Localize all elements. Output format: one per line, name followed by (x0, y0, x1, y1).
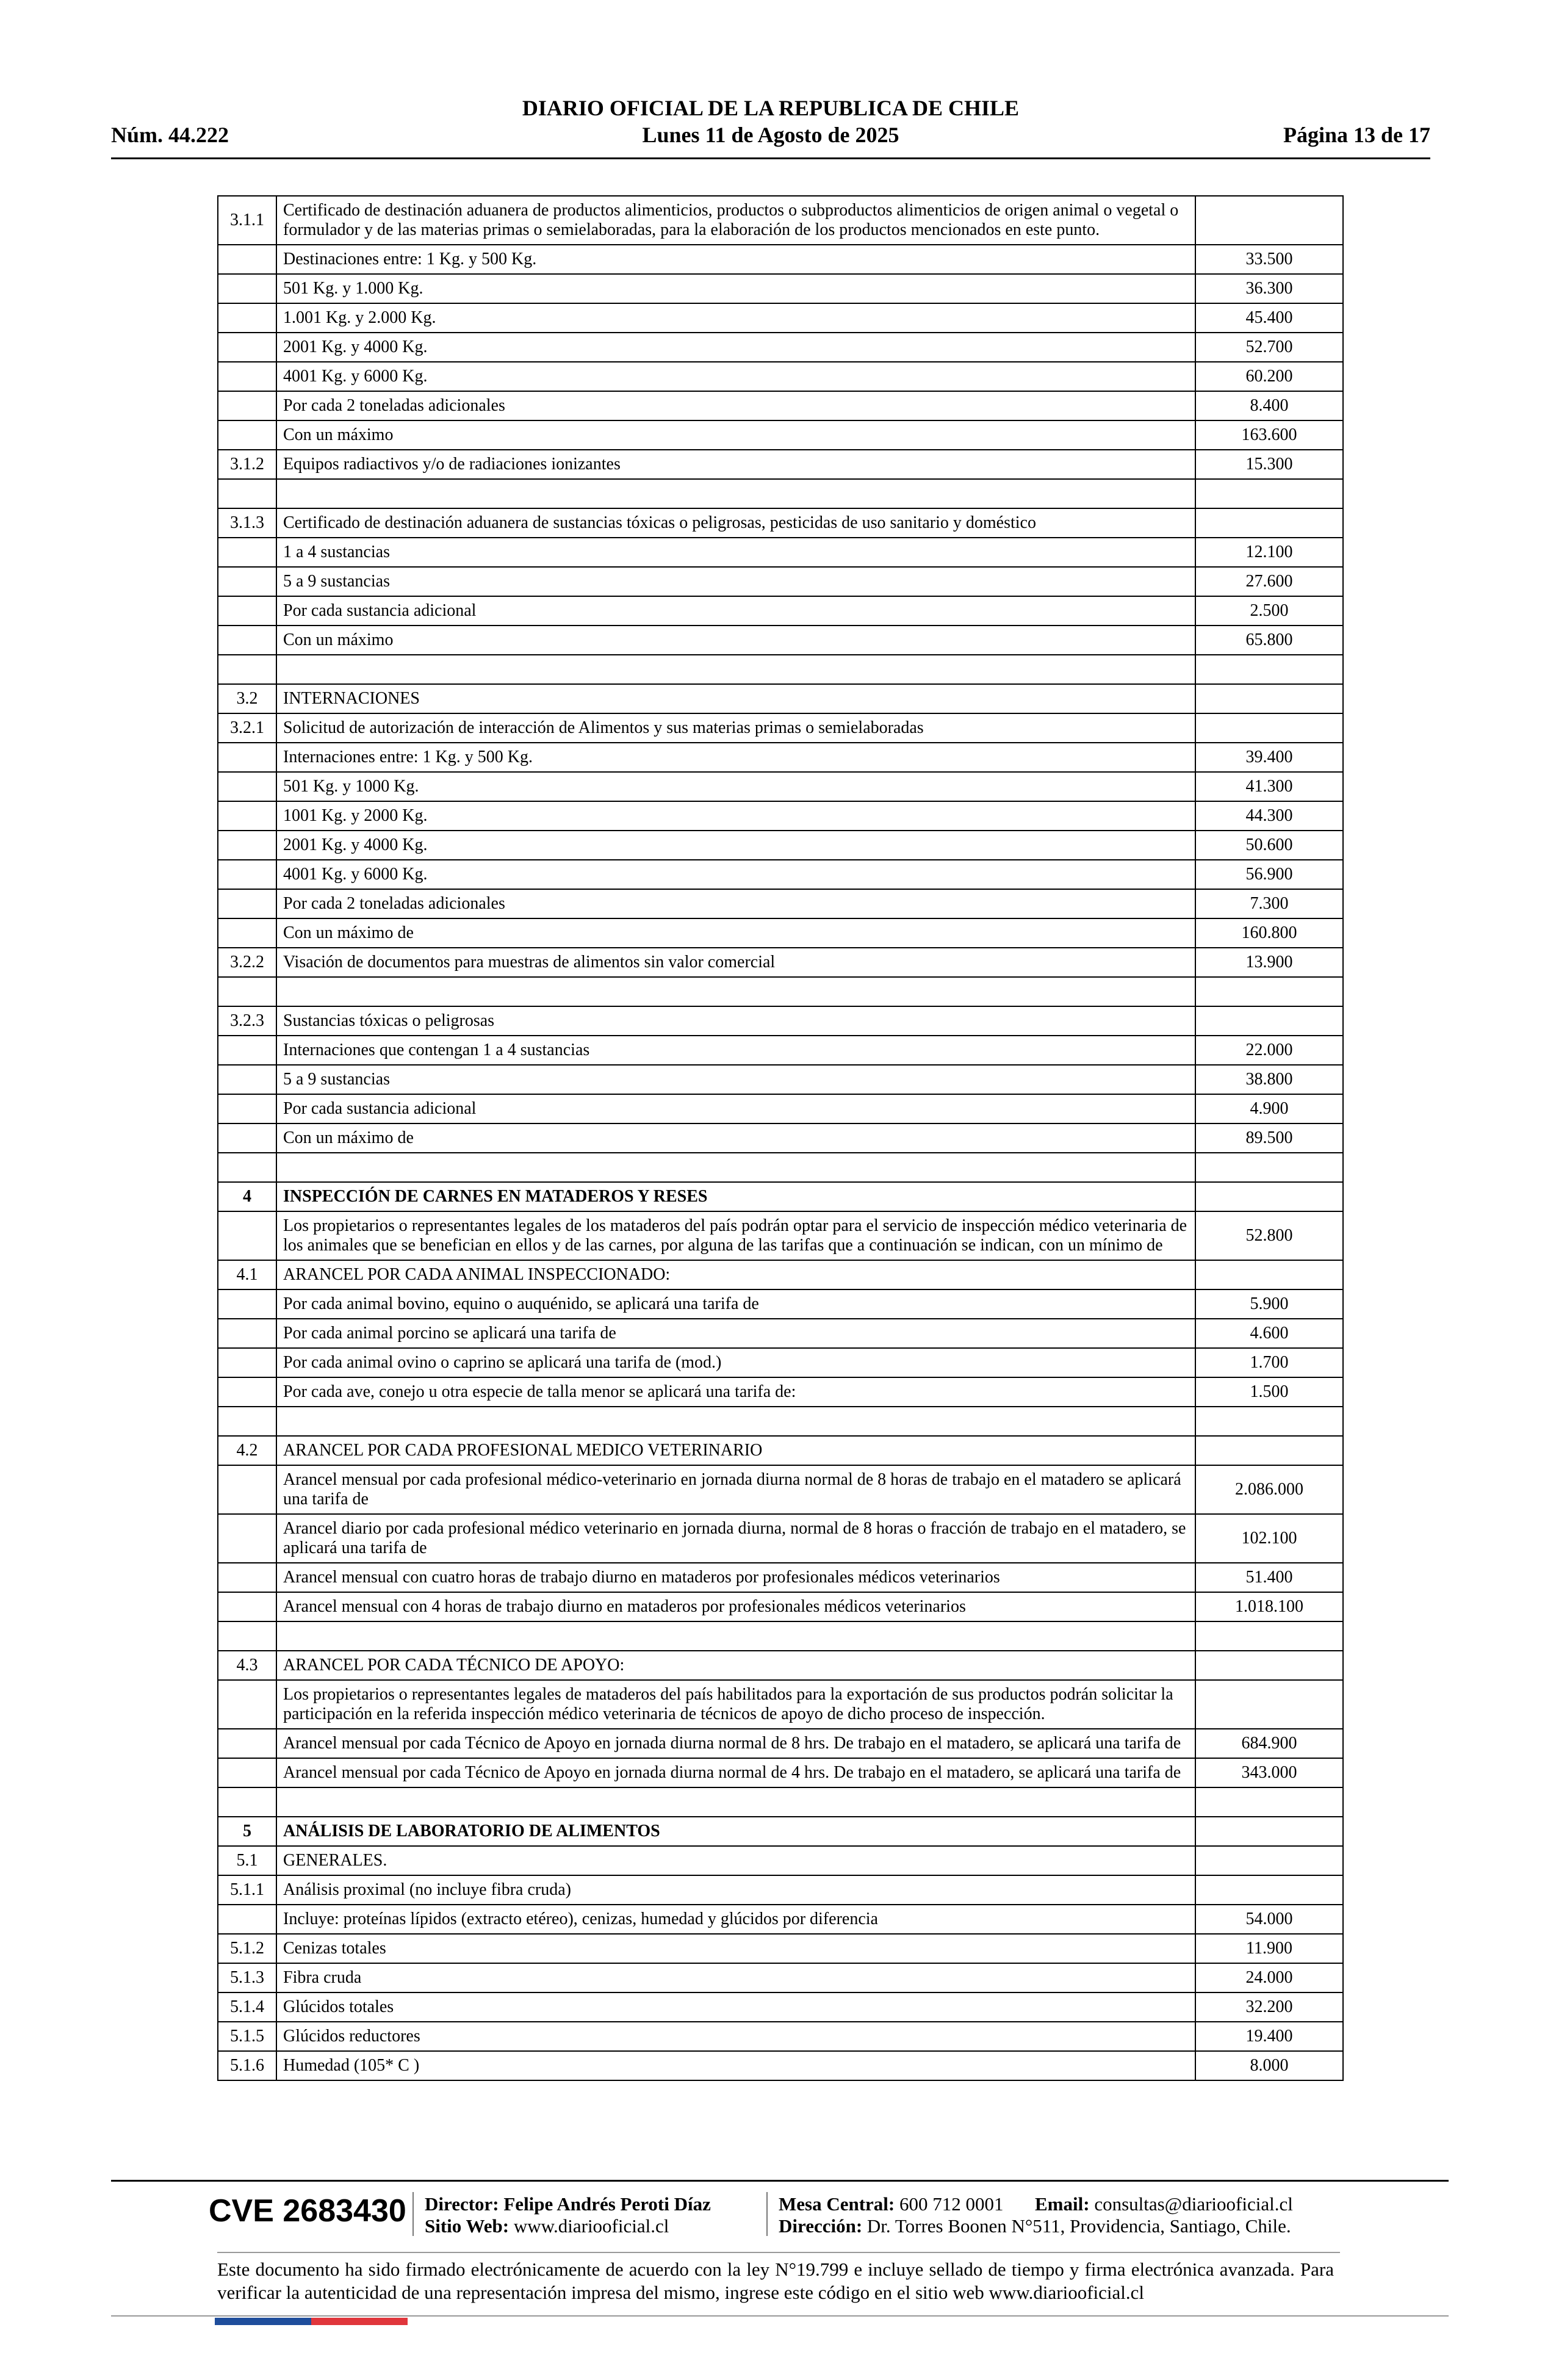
item-code-cell (218, 1758, 276, 1787)
item-code-cell (218, 889, 276, 918)
item-tariff-cell: 51.400 (1195, 1563, 1343, 1592)
website-line (425, 2215, 711, 2237)
item-code-cell: 3.2.2 (218, 948, 276, 977)
table-row (218, 713, 1343, 743)
table-row (218, 1963, 1343, 1992)
item-code-cell: 3.2.3 (218, 1006, 276, 1036)
cve-code: CVE 2683430 (209, 2193, 406, 2229)
item-description-cell: Arancel mensual por cada profesional médico-veterinario en jornada diurna normal de 8 horas de trabajo en el matadero se aplicará una tarifa de (276, 1465, 1195, 1514)
item-description-cell: Por cada animal bovino, equino o auquénido, se aplicará una tarifa de (276, 1289, 1195, 1319)
item-description-cell: Visación de documentos para muestras de alimentos sin valor comercial (276, 948, 1195, 977)
item-code-cell: 4 (218, 1182, 276, 1211)
table-row (218, 1875, 1343, 1905)
item-description-cell: ARANCEL POR CADA PROFESIONAL MEDICO VETERINARIO (276, 1436, 1195, 1465)
item-tariff-cell: 41.300 (1195, 772, 1343, 801)
newspaper-title: DIARIO OFICIAL DE LA REPUBLICA DE CHILE (522, 96, 1020, 120)
item-tariff-cell: 2.500 (1195, 596, 1343, 626)
item-description-cell: Equipos radiactivos y/o de radiaciones ionizantes (276, 450, 1195, 479)
table-row (218, 362, 1343, 391)
footer-contact-block (779, 2193, 1293, 2237)
footer-divider-bottom (111, 2315, 1449, 2317)
item-tariff-cell: 160.800 (1195, 918, 1343, 948)
table-row (218, 1846, 1343, 1875)
footer-divider-middle (217, 2252, 1340, 2253)
table-row (218, 1348, 1343, 1377)
item-description-cell: Cenizas totales (276, 1934, 1195, 1963)
website-label: Sitio Web: (425, 2215, 510, 2237)
item-description-cell: 5 a 9 sustancias (276, 1065, 1195, 1094)
table-row (218, 596, 1343, 626)
item-code-cell (218, 1680, 276, 1729)
table-row (218, 1211, 1343, 1260)
item-description-cell: INSPECCIÓN DE CARNES EN MATADEROS Y RESES (276, 1182, 1195, 1211)
address-value: Dr. Torres Boonen N°511, Providencia, Santiago, Chile. (866, 2215, 1291, 2237)
item-tariff-cell: 45.400 (1195, 303, 1343, 333)
table-row (218, 1592, 1343, 1621)
table-row (218, 1377, 1343, 1407)
tariff-table (217, 195, 1344, 2081)
table-row (218, 1758, 1343, 1787)
item-code-cell (218, 1348, 276, 1377)
central-phone: 600 712 0001 (899, 2193, 1004, 2215)
item-code-cell (218, 977, 276, 1006)
table-row (218, 655, 1343, 684)
item-code-cell (218, 801, 276, 831)
table-row (218, 2051, 1343, 2080)
item-tariff-cell (1195, 508, 1343, 538)
item-description-cell: 1.001 Kg. y 2.000 Kg. (276, 303, 1195, 333)
legal-notice: Este documento ha sido firmado electrónicamente de acuerdo con la ley N°19.799 e incluye sellado de tiempo y firma electrónica avanzada. Para verificar la autenticidad de una representación impresa del mismo, ingrese este código en el sitio web www.diariooficial.cl (217, 2259, 1334, 2303)
item-code-cell (218, 333, 276, 362)
item-description-cell: 4001 Kg. y 6000 Kg. (276, 362, 1195, 391)
item-tariff-cell: 52.800 (1195, 1211, 1343, 1260)
item-code-cell (218, 1377, 276, 1407)
item-description-cell: Con un máximo de (276, 918, 1195, 948)
item-description-cell: 2001 Kg. y 4000 Kg. (276, 333, 1195, 362)
page-number: Página 13 de 17 (1283, 123, 1430, 147)
central-label: Mesa Central: (779, 2193, 895, 2215)
table-row (218, 772, 1343, 801)
item-tariff-cell (1195, 1680, 1343, 1729)
item-description-cell: Internaciones que contengan 1 a 4 sustancias (276, 1036, 1195, 1065)
address-label: Dirección: (779, 2215, 863, 2237)
item-tariff-cell (1195, 1817, 1343, 1846)
item-description-cell: Certificado de destinación aduanera de productos alimenticios, productos o subproductos alimenticios de origen animal o vegetal o formulador y de las materias primas o semielaboradas, para la elaboración de los productos mencionados en este punto. (276, 196, 1195, 245)
item-code-cell (218, 626, 276, 655)
table-row (218, 889, 1343, 918)
address-line (779, 2215, 1293, 2237)
table-row (218, 479, 1343, 508)
item-code-cell (218, 479, 276, 508)
table-row (218, 1289, 1343, 1319)
item-tariff-cell: 22.000 (1195, 1036, 1343, 1065)
item-code-cell (218, 1621, 276, 1651)
item-tariff-cell (1195, 1260, 1343, 1289)
item-tariff-cell (1195, 196, 1343, 245)
item-tariff-cell: 33.500 (1195, 245, 1343, 274)
table-row (218, 245, 1343, 274)
table-row (218, 450, 1343, 479)
item-description-cell: Por cada animal porcino se aplicará una tarifa de (276, 1319, 1195, 1348)
item-code-cell: 4.2 (218, 1436, 276, 1465)
table-row (218, 743, 1343, 772)
item-tariff-cell: 684.900 (1195, 1729, 1343, 1758)
item-description-cell: GENERALES. (276, 1846, 1195, 1875)
item-code-cell (218, 1787, 276, 1817)
item-tariff-cell: 54.000 (1195, 1905, 1343, 1934)
item-tariff-cell: 1.018.100 (1195, 1592, 1343, 1621)
item-description-cell: Solicitud de autorización de interacción de Alimentos y sus materias primas o semielaboradas (276, 713, 1195, 743)
item-tariff-cell: 4.600 (1195, 1319, 1343, 1348)
table-row (218, 1680, 1343, 1729)
item-description-cell: Por cada 2 toneladas adicionales (276, 889, 1195, 918)
table-row (218, 196, 1343, 245)
item-tariff-cell (1195, 1846, 1343, 1875)
item-code-cell: 5.1 (218, 1846, 276, 1875)
table-row (218, 567, 1343, 596)
item-code-cell (218, 274, 276, 303)
table-row (218, 420, 1343, 450)
item-description-cell: Incluye: proteínas lípidos (extracto etéreo), cenizas, humedad y glúcidos por diferencia (276, 1905, 1195, 1934)
contact-line (779, 2193, 1293, 2215)
item-description-cell: Sustancias tóxicas o peligrosas (276, 1006, 1195, 1036)
item-code-cell (218, 772, 276, 801)
item-description-cell: Glúcidos reductores (276, 2022, 1195, 2051)
item-tariff-cell: 15.300 (1195, 450, 1343, 479)
table-row (218, 626, 1343, 655)
item-description-cell: 1 a 4 sustancias (276, 538, 1195, 567)
item-description-cell: Arancel mensual con 4 horas de trabajo diurno en mataderos por profesionales médicos veterinarios (276, 1592, 1195, 1621)
item-tariff-cell (1195, 655, 1343, 684)
item-description-cell: 5 a 9 sustancias (276, 567, 1195, 596)
page-header (111, 95, 1430, 158)
item-code-cell: 3.2 (218, 684, 276, 713)
table-row (218, 1729, 1343, 1758)
item-code-cell (218, 1514, 276, 1563)
item-code-cell (218, 1905, 276, 1934)
item-code-cell (218, 831, 276, 860)
item-description-cell (276, 655, 1195, 684)
item-tariff-cell (1195, 1436, 1343, 1465)
footer-separator (766, 2192, 768, 2236)
email-label: Email: (1035, 2193, 1090, 2215)
item-description-cell: Fibra cruda (276, 1963, 1195, 1992)
item-code-cell: 5.1.4 (218, 1992, 276, 2022)
item-code-cell (218, 1407, 276, 1436)
item-code-cell: 3.1.3 (218, 508, 276, 538)
item-tariff-cell: 52.700 (1195, 333, 1343, 362)
item-description-cell: 501 Kg. y 1000 Kg. (276, 772, 1195, 801)
item-description-cell: Arancel diario por cada profesional médico veterinario en jornada diurna, normal de 8 horas o fracción de trabajo en el matadero, se aplicará una tarifa de (276, 1514, 1195, 1563)
item-description-cell: ANÁLISIS DE LABORATORIO DE ALIMENTOS (276, 1817, 1195, 1846)
item-tariff-cell: 11.900 (1195, 1934, 1343, 1963)
item-code-cell (218, 1036, 276, 1065)
item-description-cell: ARANCEL POR CADA ANIMAL INSPECCIONADO: (276, 1260, 1195, 1289)
item-description-cell: 501 Kg. y 1.000 Kg. (276, 274, 1195, 303)
table-row (218, 1006, 1343, 1036)
item-code-cell: 5.1.6 (218, 2051, 276, 2080)
item-code-cell (218, 538, 276, 567)
item-tariff-cell: 65.800 (1195, 626, 1343, 655)
table-row (218, 1817, 1343, 1846)
item-description-cell: Análisis proximal (no incluye fibra cruda) (276, 1875, 1195, 1905)
item-tariff-cell (1195, 1153, 1343, 1182)
item-code-cell: 3.1.2 (218, 450, 276, 479)
item-tariff-cell (1195, 977, 1343, 1006)
item-tariff-cell: 44.300 (1195, 801, 1343, 831)
item-description-cell: Con un máximo de (276, 1123, 1195, 1153)
item-description-cell: Certificado de destinación aduanera de sustancias tóxicas o peligrosas, pesticidas de uso sanitario y doméstico (276, 508, 1195, 538)
item-code-cell (218, 1592, 276, 1621)
item-code-cell (218, 1563, 276, 1592)
item-tariff-cell (1195, 684, 1343, 713)
item-description-cell (276, 1407, 1195, 1436)
item-tariff-cell: 7.300 (1195, 889, 1343, 918)
item-description-cell (276, 1153, 1195, 1182)
item-tariff-cell: 1.500 (1195, 1377, 1343, 1407)
item-tariff-cell: 8.400 (1195, 391, 1343, 420)
table-row (218, 977, 1343, 1006)
table-row (218, 1621, 1343, 1651)
item-tariff-cell: 12.100 (1195, 538, 1343, 567)
item-description-cell: Con un máximo (276, 420, 1195, 450)
footer-separator (412, 2192, 414, 2236)
item-description-cell: Por cada animal ovino o caprino se aplicará una tarifa de (mod.) (276, 1348, 1195, 1377)
footer-divider-top (111, 2180, 1449, 2182)
item-tariff-cell: 1.700 (1195, 1348, 1343, 1377)
item-tariff-cell: 38.800 (1195, 1065, 1343, 1094)
item-description-cell: Por cada ave, conejo u otra especie de talla menor se aplicará una tarifa de: (276, 1377, 1195, 1407)
issue-date: Lunes 11 de Agosto de 2025 (642, 123, 899, 147)
item-tariff-cell (1195, 1621, 1343, 1651)
table-row (218, 1094, 1343, 1123)
item-tariff-cell: 32.200 (1195, 1992, 1343, 2022)
table-row (218, 1992, 1343, 2022)
item-code-cell: 4.3 (218, 1651, 276, 1680)
tariff-table-body (218, 196, 1343, 2080)
table-row (218, 303, 1343, 333)
table-row (218, 1153, 1343, 1182)
item-description-cell: Los propietarios o representantes legales de los mataderos del país podrán optar para el servicio de inspección médico veterinaria de los animales que se benefician en ellos y de las carnes, por alguna de las tarifas que a continuación se indican, con un mínimo de (276, 1211, 1195, 1260)
header-divider (111, 157, 1430, 159)
item-code-cell (218, 1065, 276, 1094)
item-code-cell: 5.1.2 (218, 1934, 276, 1963)
item-code-cell (218, 1094, 276, 1123)
item-tariff-cell: 27.600 (1195, 567, 1343, 596)
table-row (218, 1465, 1343, 1514)
item-tariff-cell: 5.900 (1195, 1289, 1343, 1319)
footer-director-block (425, 2193, 711, 2237)
table-row (218, 1514, 1343, 1563)
table-row (218, 1787, 1343, 1817)
item-tariff-cell (1195, 1651, 1343, 1680)
item-description-cell: Arancel mensual por cada Técnico de Apoyo en jornada diurna normal de 4 hrs. De trabajo en el matadero, se aplicará una tarifa de (276, 1758, 1195, 1787)
item-description-cell: Destinaciones entre: 1 Kg. y 500 Kg. (276, 245, 1195, 274)
item-description-cell (276, 1787, 1195, 1817)
item-tariff-cell (1195, 1787, 1343, 1817)
table-row (218, 1651, 1343, 1680)
item-description-cell: INTERNACIONES (276, 684, 1195, 713)
website-link[interactable]: www.diariooficial.cl (513, 2215, 669, 2237)
item-code-cell (218, 1123, 276, 1153)
director-label: Director: (425, 2193, 499, 2215)
director-name: Felipe Andrés Peroti Díaz (503, 2193, 711, 2215)
table-row (218, 1182, 1343, 1211)
table-row (218, 1563, 1343, 1592)
table-row (218, 1065, 1343, 1094)
item-code-cell (218, 860, 276, 889)
item-tariff-cell: 36.300 (1195, 274, 1343, 303)
item-code-cell (218, 1211, 276, 1260)
item-description-cell: Humedad (105* C ) (276, 2051, 1195, 2080)
item-code-cell (218, 655, 276, 684)
table-row (218, 1319, 1343, 1348)
table-row (218, 1436, 1343, 1465)
item-tariff-cell: 343.000 (1195, 1758, 1343, 1787)
item-description-cell: Por cada sustancia adicional (276, 596, 1195, 626)
item-tariff-cell: 60.200 (1195, 362, 1343, 391)
item-description-cell (276, 479, 1195, 508)
item-code-cell (218, 596, 276, 626)
item-code-cell (218, 1319, 276, 1348)
table-row (218, 1905, 1343, 1934)
item-code-cell: 5 (218, 1817, 276, 1846)
item-code-cell (218, 245, 276, 274)
item-code-cell: 5.1.5 (218, 2022, 276, 2051)
brand-bar-blue (215, 2318, 311, 2325)
item-code-cell (218, 1729, 276, 1758)
item-code-cell: 5.1.3 (218, 1963, 276, 1992)
item-code-cell (218, 420, 276, 450)
table-row (218, 1036, 1343, 1065)
table-row (218, 2022, 1343, 2051)
item-code-cell (218, 1153, 276, 1182)
table-row (218, 1260, 1343, 1289)
table-row (218, 860, 1343, 889)
item-description-cell: Los propietarios o representantes legales de mataderos del país habilitados para la exportación de sus productos podrán solicitar la participación en la referida inspección médico veterinaria de técnicos de apoyo de dicho proceso de inspección. (276, 1680, 1195, 1729)
item-description-cell (276, 1621, 1195, 1651)
table-row (218, 1407, 1343, 1436)
item-description-cell: 1001 Kg. y 2000 Kg. (276, 801, 1195, 831)
table-row (218, 831, 1343, 860)
table-row (218, 274, 1343, 303)
item-description-cell (276, 977, 1195, 1006)
item-code-cell: 3.1.1 (218, 196, 276, 245)
item-description-cell: Por cada sustancia adicional (276, 1094, 1195, 1123)
item-code-cell (218, 391, 276, 420)
table-row (218, 538, 1343, 567)
item-description-cell: 2001 Kg. y 4000 Kg. (276, 831, 1195, 860)
item-code-cell (218, 1289, 276, 1319)
item-code-cell (218, 362, 276, 391)
table-row (218, 918, 1343, 948)
item-description-cell: Con un máximo (276, 626, 1195, 655)
email-link[interactable]: consultas@diariooficial.cl (1094, 2193, 1293, 2215)
table-row (218, 684, 1343, 713)
table-row (218, 1123, 1343, 1153)
item-tariff-cell: 2.086.000 (1195, 1465, 1343, 1514)
item-code-cell: 5.1.1 (218, 1875, 276, 1905)
item-description-cell: Internaciones entre: 1 Kg. y 500 Kg. (276, 743, 1195, 772)
table-row (218, 1934, 1343, 1963)
table-row (218, 333, 1343, 362)
brand-bar-red (311, 2318, 408, 2325)
item-description-cell: Arancel mensual por cada Técnico de Apoyo en jornada diurna normal de 8 hrs. De trabajo en el matadero, se aplicará una tarifa de (276, 1729, 1195, 1758)
issue-number: Núm. 44.222 (111, 123, 229, 147)
item-tariff-cell: 24.000 (1195, 1963, 1343, 1992)
item-tariff-cell: 163.600 (1195, 420, 1343, 450)
item-tariff-cell (1195, 1407, 1343, 1436)
item-code-cell (218, 1465, 276, 1514)
item-description-cell: Por cada 2 toneladas adicionales (276, 391, 1195, 420)
table-row (218, 948, 1343, 977)
item-code-cell: 3.2.1 (218, 713, 276, 743)
item-tariff-cell: 4.900 (1195, 1094, 1343, 1123)
item-tariff-cell: 50.600 (1195, 831, 1343, 860)
item-tariff-cell: 39.400 (1195, 743, 1343, 772)
item-code-cell (218, 918, 276, 948)
item-code-cell: 4.1 (218, 1260, 276, 1289)
director-line (425, 2193, 711, 2215)
item-code-cell (218, 303, 276, 333)
item-tariff-cell (1195, 1182, 1343, 1211)
item-code-cell (218, 567, 276, 596)
table-row (218, 508, 1343, 538)
item-tariff-cell: 56.900 (1195, 860, 1343, 889)
item-tariff-cell (1195, 713, 1343, 743)
item-tariff-cell: 102.100 (1195, 1514, 1343, 1563)
item-description-cell: Arancel mensual con cuatro horas de trabajo diurno en mataderos por profesionales médicos veterinarios (276, 1563, 1195, 1592)
table-row (218, 801, 1343, 831)
item-tariff-cell: 8.000 (1195, 2051, 1343, 2080)
item-code-cell (218, 743, 276, 772)
table-row (218, 391, 1343, 420)
item-tariff-cell: 19.400 (1195, 2022, 1343, 2051)
item-tariff-cell (1195, 1006, 1343, 1036)
item-tariff-cell: 13.900 (1195, 948, 1343, 977)
item-description-cell: 4001 Kg. y 6000 Kg. (276, 860, 1195, 889)
item-tariff-cell: 89.500 (1195, 1123, 1343, 1153)
item-tariff-cell (1195, 1875, 1343, 1905)
item-tariff-cell (1195, 479, 1343, 508)
item-description-cell: ARANCEL POR CADA TÉCNICO DE APOYO: (276, 1651, 1195, 1680)
item-description-cell: Glúcidos totales (276, 1992, 1195, 2022)
